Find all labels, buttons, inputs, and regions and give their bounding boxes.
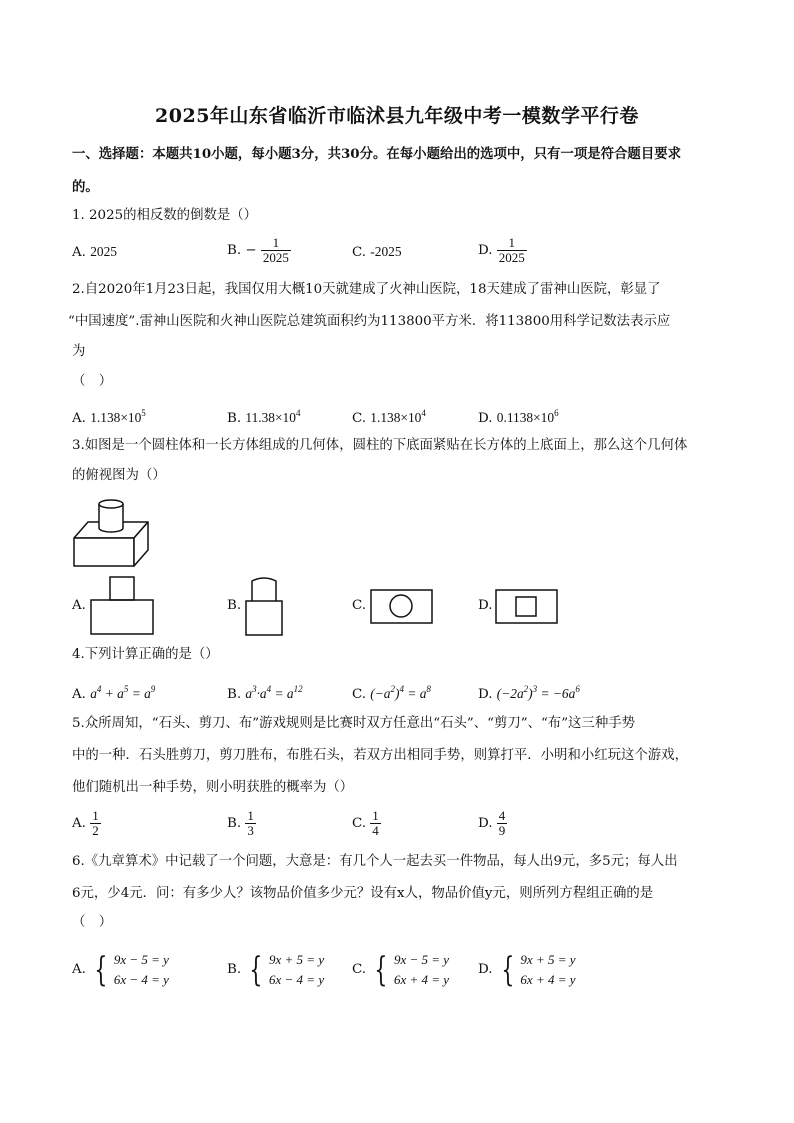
q6-b-eq1: 9x + 5 = y	[269, 952, 325, 967]
q4-option-a: A. $a^4 + a^5 = a^9$	[72, 684, 156, 702]
q6-d-eq2: 6x + 4 = y	[520, 972, 576, 987]
q3-solid-figure	[72, 498, 152, 570]
q5-option-a	[72, 809, 101, 838]
q2-a-label: A.	[72, 411, 86, 426]
q2-b-label: B.	[227, 411, 242, 426]
q5-a-label: A.	[72, 816, 86, 831]
q6-c-label: C.	[352, 962, 367, 977]
q3-option-c-figure	[370, 589, 434, 625]
q6-a-system: { 9x − 5 = y 6x − 4 = y	[94, 950, 169, 990]
q5-c-den: 4	[372, 823, 379, 838]
q2-option-d	[478, 403, 559, 429]
q6-option-a	[72, 950, 169, 990]
q2-line3: 为	[72, 344, 86, 359]
q6-option-c	[352, 950, 449, 990]
q2-line4: （ ）	[72, 374, 113, 389]
q1-b-num: 1	[272, 235, 280, 250]
q6-d-system: { 9x + 5 = y 6x + 4 = y	[501, 950, 576, 990]
q1-c-text: -2025	[370, 244, 402, 259]
q1-d-den: 2025	[498, 250, 525, 265]
q3-option-d-label: D.	[478, 598, 493, 613]
q1-option-b	[227, 236, 291, 265]
q4-stem: 4.下列计算正确的是（）	[72, 647, 219, 662]
q1-d-fraction	[497, 236, 527, 265]
q1-stem: 1. 2025的相反数的倒数是（）	[72, 208, 258, 223]
q5-b-den: 3	[247, 823, 254, 838]
q1-b-den: 2025	[262, 250, 289, 265]
q1-b-sign: −	[245, 243, 257, 258]
section-header-line2: 的。	[72, 179, 99, 195]
q3-line2: 的俯视图为（）	[72, 468, 166, 483]
q5-a-num: 1	[92, 808, 99, 823]
q1-option-a	[72, 242, 117, 263]
q6-a-eq1: 9x − 5 = y	[113, 952, 169, 967]
q6-d-eq1: 9x + 5 = y	[520, 952, 576, 967]
q1-a-label: A.	[72, 245, 86, 260]
q1-c-label: C.	[352, 245, 367, 260]
q6-b-label: B.	[227, 962, 242, 977]
q1-a-text: 2025	[90, 244, 117, 259]
q6-b-eq2: 6x − 4 = y	[269, 972, 325, 987]
q4-d-label: D.	[478, 687, 493, 702]
q2-d-base: 0.1138×10	[496, 410, 555, 425]
q5-c-num: 1	[372, 808, 379, 823]
q3-option-d-figure	[495, 589, 559, 625]
q3-option-b-figure	[244, 575, 284, 637]
q1-d-label: D.	[478, 243, 493, 258]
q4-c-label: C.	[352, 687, 367, 702]
q1-b-fraction	[261, 236, 291, 265]
q3-option-c-label: C.	[352, 598, 367, 613]
q1-option-d	[478, 236, 527, 265]
q6-line1: 6.《九章算术》中记载了一个问题，大意是：有几个人一起去买一件物品，每人出9元，多5元；每人出	[72, 854, 678, 869]
q2-option-a	[72, 403, 146, 429]
q6-option-d	[478, 950, 576, 990]
q2-a-base: 1.138×10	[90, 410, 142, 425]
q6-b-system: { 9x + 5 = y 6x − 4 = y	[249, 950, 325, 990]
q2-line1: 2.自2020年1月23日起，我国仅用大概10天就建成了火神山医院，18天建成了雷神山医院，彰显了	[72, 282, 661, 297]
q1-d-num: 1	[508, 235, 516, 250]
q5-option-d	[478, 809, 507, 838]
q4-b-label: B.	[227, 687, 242, 702]
q2-d-label: D.	[478, 411, 493, 426]
q2-c-label: C.	[352, 411, 367, 426]
section-header-line1: 一、选择题：本题共10小题，每小题3分，共30分。在每小题给出的选项中，只有一项是符合题目要求	[72, 146, 681, 162]
q5-d-label: D.	[478, 816, 493, 831]
q6-c-system: { 9x − 5 = y 6x + 4 = y	[374, 950, 450, 990]
q3-line1: 3.如图是一个圆柱体和一长方体组成的几何体，圆柱的下底面紧贴在长方体的上底面上，那么这个几何体	[72, 438, 688, 453]
q2-c-base: 1.138×10	[370, 410, 422, 425]
q6-a-label: A.	[72, 962, 86, 977]
q5-d-den: 9	[498, 823, 506, 838]
q5-b-num: 1	[247, 808, 254, 823]
q2-b-base: 11.38×10	[245, 410, 296, 425]
q5-b-label: B.	[227, 816, 242, 831]
q5-line2: 中的一种．石头胜剪刀，剪刀胜布，布胜石头，若双方出相同手势，则算打平．小明和小红玩这个游戏，	[72, 748, 688, 763]
q2-b-exp: 4	[295, 408, 301, 418]
q5-option-b	[227, 809, 256, 838]
q2-option-b	[227, 403, 300, 429]
q2-a-exp: 5	[141, 408, 146, 418]
q6-c-eq1: 9x − 5 = y	[393, 952, 450, 967]
q5-line3: 他们随机出一种手势，则小明获胜的概率为（）	[72, 780, 354, 795]
q6-line2: 6元，少4元．问：有多少人？该物品价值多少元？设有x人，物品价值y元，则所列方程组正确的是	[72, 886, 654, 901]
q5-c-label: C.	[352, 816, 367, 831]
q4-a-label: A.	[72, 687, 86, 702]
q5-d-num: 4	[498, 808, 506, 823]
page-title: 2025年山东省临沂市临沭县九年级中考一模数学平行卷	[155, 105, 639, 127]
q5-line1: 5.众所周知，“石头、剪刀、布”游戏规则是比赛时双方任意出“石头”、“剪刀”、“布”这三种手势	[72, 716, 635, 731]
q1-option-c	[352, 242, 402, 263]
q6-d-label: D.	[478, 962, 493, 977]
q4-option-b: B. $a^3\cdot a^4 = a^{12}$	[227, 684, 303, 702]
q4-option-d: D. $(-2a^2)^3 = -6a^6$	[478, 684, 580, 702]
q3-option-a-label: A.	[72, 598, 86, 613]
q2-line2: “中国速度”.雷神山医院和火神山医院总建筑面积约为113800平方米．将113800用科学记数法表示应	[68, 314, 671, 329]
q4-option-c: C. $(-a^2)^4 = a^8$	[352, 684, 431, 702]
q2-c-exp: 4	[421, 408, 426, 418]
q6-option-b	[227, 950, 324, 990]
q2-d-exp: 6	[554, 408, 559, 418]
q1-b-label: B.	[227, 243, 242, 258]
q2-option-c	[352, 403, 426, 429]
q3-option-b-label: B.	[227, 598, 242, 613]
q5-option-c	[352, 809, 381, 838]
q6-a-eq2: 6x − 4 = y	[113, 972, 169, 987]
q6-line3: （ ）	[72, 915, 113, 930]
q6-c-eq2: 6x + 4 = y	[393, 972, 450, 987]
q3-option-a-figure	[90, 576, 154, 636]
q5-a-den: 2	[92, 823, 99, 838]
